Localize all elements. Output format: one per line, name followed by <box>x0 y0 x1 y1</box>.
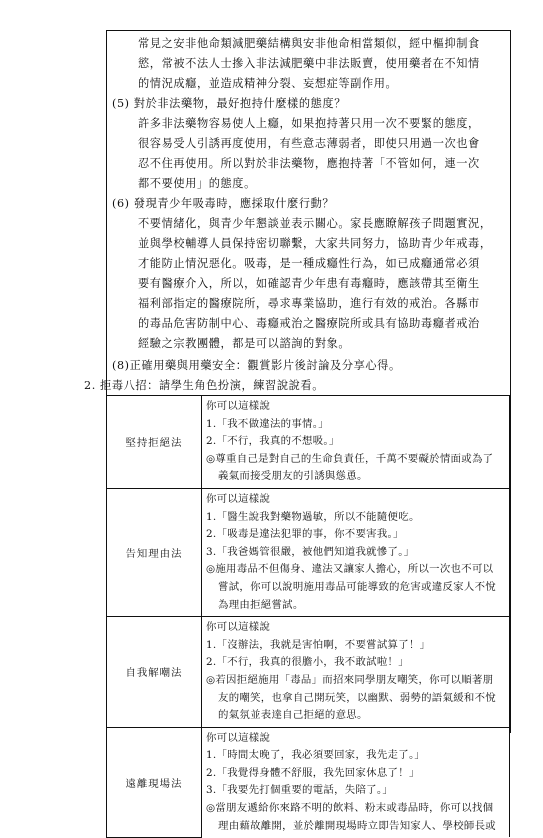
method-content <box>202 488 510 616</box>
content-line: 2.「吸毒是違法犯罪的事，你不要害我。」 <box>206 528 404 541</box>
content-line: 2.「不行，我真的不想吸。」 <box>206 435 340 448</box>
method-content <box>202 617 510 728</box>
question-5-title: (5) 對於非法藥物，最好抱持什麼樣的態度？ <box>112 97 346 110</box>
method-label: 遠離現場法 <box>107 727 202 837</box>
method-label: 自我解嘲法 <box>107 617 202 728</box>
text-line: 才能防止情況惡化。吸毒，是一種成癮性行為，如已成癮通常必須 <box>138 257 480 270</box>
text-line: 經驗之宗教團體，都是可以諮詢的對象。 <box>138 337 351 350</box>
content-line: 2.「不行，我真的很膽小，我不敢試啦！」 <box>206 656 409 669</box>
content-line: 1.「時間太晚了，我必須要回家，我先走了。」 <box>206 749 426 762</box>
content-line: 3.「我爸媽管很嚴，被他們知道我就慘了。」 <box>206 545 415 558</box>
content-line: 義氣而接受朋友的引誘與慫恿。 <box>218 470 368 483</box>
table-row <box>107 727 510 837</box>
method-content <box>202 727 510 837</box>
content-line: 你可以這樣說 <box>206 621 271 634</box>
content-line: ◎尊重自己是對自己的生命負責任，千萬不要礙於情面或為了 <box>206 452 494 465</box>
text-line: 福利部指定的醫療院所，尋求專業協助，進行有效的戒治。各縣市 <box>138 297 480 310</box>
text-line: 慾，常被不法人士摻入非法減肥藥中非法販賣，使用藥者在不知情 <box>138 57 480 70</box>
intro-paragraph <box>138 34 480 94</box>
text-line: 的毒品危害防制中心、毒癮戒治之醫療院所或具有協助毒癮者戒治 <box>138 317 480 330</box>
table-row <box>107 617 510 728</box>
question-5-answer <box>138 114 480 194</box>
text-line: 常見之安非他命類減肥藥結構與安非他命相當類似，經中樞抑制食 <box>138 37 480 50</box>
content-line: 為理由拒絕嘗試。 <box>218 598 304 611</box>
content-line: 1.「沒辦法，我就是害怕啊，不要嘗試算了！」 <box>206 638 431 651</box>
content-line: 1.「醫生說我對藥物過敏，所以不能隨便吃。 <box>206 510 420 523</box>
content-line: ◎當朋友遞給你來路不明的飲料、粉末或毒品時，你可以找個 <box>206 802 494 815</box>
text-line: 的情況成癮，並造成精神分裂、妄想症等副作用。 <box>138 77 398 90</box>
text-line: 忍不住再使用。所以對於非法藥物，應抱持著「不管如何，連一次 <box>138 157 480 170</box>
section-2-heading: 2. 拒毒八招：請學生角色扮演，練習說說看。 <box>84 379 324 392</box>
method-content <box>202 396 510 489</box>
question-6-title: (6) 發現青少年吸毒時，應採取什麼行動？ <box>112 197 335 210</box>
content-line: 1.「我不做違法的事情。」 <box>206 417 329 430</box>
content-line: 你可以這樣說 <box>206 731 271 744</box>
content-line: 3.「我要先打個重要的電話，失陪了。」 <box>206 784 394 797</box>
content-line: 的氣氛並表達自己拒絕的意思。 <box>218 709 368 722</box>
text-line: 很容易受人引誘再度使用，有些意志薄弱者，即使只用過一次也會 <box>138 137 480 150</box>
content-line: 友的嘲笑，也拿自己開玩笑，以幽默、弱勢的語氣緩和不悅 <box>218 691 496 704</box>
content-line: ◎若因拒絕施用「毒品」而招來同學朋友嘲笑，你可以順著朋 <box>206 673 494 686</box>
table-row <box>107 488 510 616</box>
text-line: 要有醫療介入，所以，如確認青少年患有毒癮時，應該帶其至衛生 <box>138 277 480 290</box>
question-8-line: (8)正確用藥與用藥安全：觀賞影片後討論及分享心得。 <box>112 359 401 372</box>
table-row <box>107 396 510 489</box>
method-label: 堅持拒絕法 <box>107 396 202 489</box>
text-line: 許多非法藥物容易使人上癮，如果抱持著只用一次不要緊的態度， <box>138 117 480 130</box>
content-line: 2.「我覺得身體不舒服，我先回家休息了！」 <box>206 766 420 779</box>
content-line: 你可以這樣說 <box>206 492 271 505</box>
refusal-methods-table <box>106 395 510 838</box>
question-6-answer <box>138 214 492 354</box>
content-line: ◎施用毒品不但傷身、違法又讓家人擔心，所以一次也不可以 <box>206 563 494 576</box>
content-line: 你可以這樣說 <box>206 400 271 412</box>
text-line: 都不要使用」的態度。 <box>138 177 256 190</box>
content-line: 理由藉故離開，並於離開現場時立即告知家人、學校師長或 <box>218 819 496 832</box>
method-label: 告知理由法 <box>107 488 202 616</box>
content-line: 嘗試，你可以說明施用毒品可能導致的危害或違反家人不悅 <box>218 580 496 593</box>
text-line: 並與學校輔導人員保持密切聯繫，大家共同努力，協助青少年戒毒， <box>138 237 492 250</box>
text-line: 不要情緒化，與青少年懇談並表示關心。家長應瞭解孩子問題實況， <box>138 217 492 230</box>
